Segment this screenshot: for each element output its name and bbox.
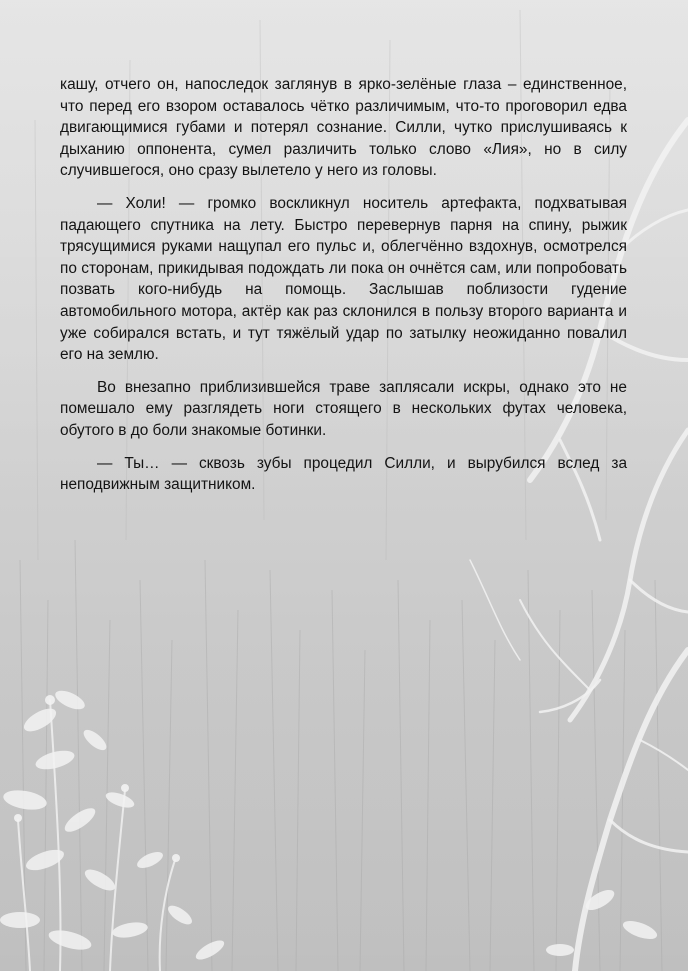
paragraph: — Холи! — громко воскликнул носитель артефакта, подхватывая падающего спутника на лету. Быстро перевернув парня на спину, рыжик трясущимися руками нащупал его пульс и, облегчённо вздохнув, осмотрелся по сторонам, прикидывая подождать ли пока он очнётся сам, или попробовать позвать кого-нибудь на помощь. Заслышав поблизости гудение автомобильного мотора, актёр как раз склонился в пользу второго варианта и уже собирался встать, и тут тяжёлый удар по затылку неожиданно повалил его на землю.: [60, 194, 627, 364]
paragraph: Во внезапно приблизившейся траве заплясали искры, однако это не помешало ему разглядеть ноги стоящего в нескольких футах человека, обутого в до боли знакомые ботинки.: [60, 378, 627, 439]
paragraph: кашу, отчего он, напоследок заглянув в ярко-зелёные глаза – единственное, что перед его взором оставалось чётко различимым, что-то проговорил едва двигающимися губами и потерял сознание. Силли, чутко прислушиваясь к дыханию оппонента, сумел различить только слово «Лия», но в силу случившегося, оно сразу вылетело у него из головы.: [60, 76, 627, 180]
paragraph: — Ты… — сквозь зубы процедил Силли, и вырубился вслед за неподвижным защитником.: [60, 454, 627, 494]
body-text: [60, 74, 627, 507]
